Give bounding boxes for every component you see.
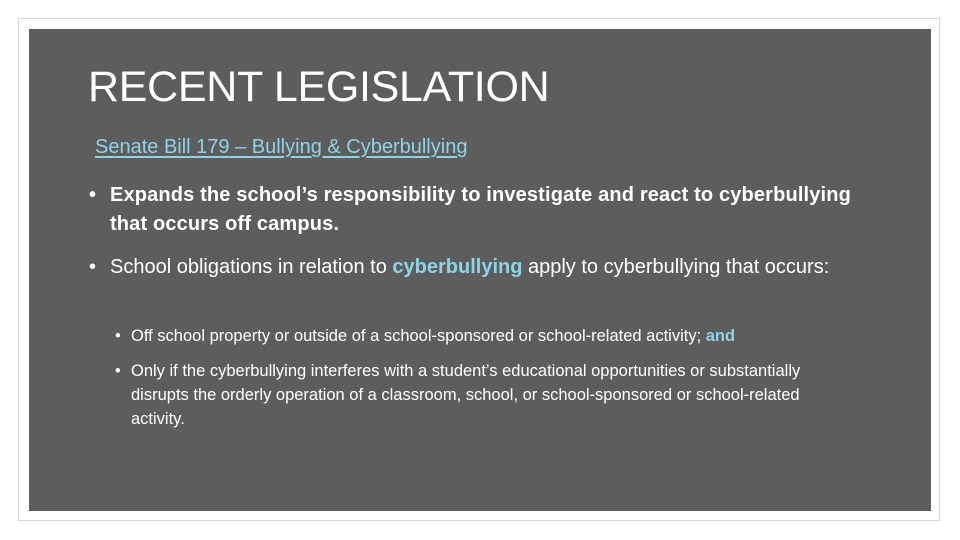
sub-bullet-mark: • [115,362,121,380]
bullet-text [89,253,899,282]
bullet-mark: • [89,256,97,278]
senate-bill-link[interactable]: Senate Bill 179 – Bullying & Cyberbullying [95,136,468,158]
sub-bullet-off-property [115,324,895,348]
sub-bullet-text [115,324,895,348]
bullet-text-after: apply to cyberbullying that occurs: [522,256,830,278]
sub-bullet-interferes [115,359,835,431]
bullet-text-before: School obligations in relation to [110,256,393,278]
bullet-school-obligations [89,253,899,282]
slide [29,29,931,511]
bullet-mark: • [89,184,97,206]
bullet-expands-responsibility [89,181,869,239]
bullet-text: Expands the school’s responsibility to investigate and react to cyberbullying that occurs off campus. [110,184,851,235]
sub-bullet-text-main: Off school property or outside of a school-sponsored or school-related activity; [131,327,706,345]
sub-bullet-mark: • [115,327,121,345]
sub-bullet-text: Only if the cyberbullying interferes with a student’s educational opportunities or substantially disrupts the orderly operation of a classroom, school, or school-sponsored or school-related activity. [131,362,801,428]
cyberbullying-highlight: cyberbullying [392,256,523,278]
and-highlight: and [705,327,736,345]
slide-title: RECENT LEGISLATION [88,63,550,111]
